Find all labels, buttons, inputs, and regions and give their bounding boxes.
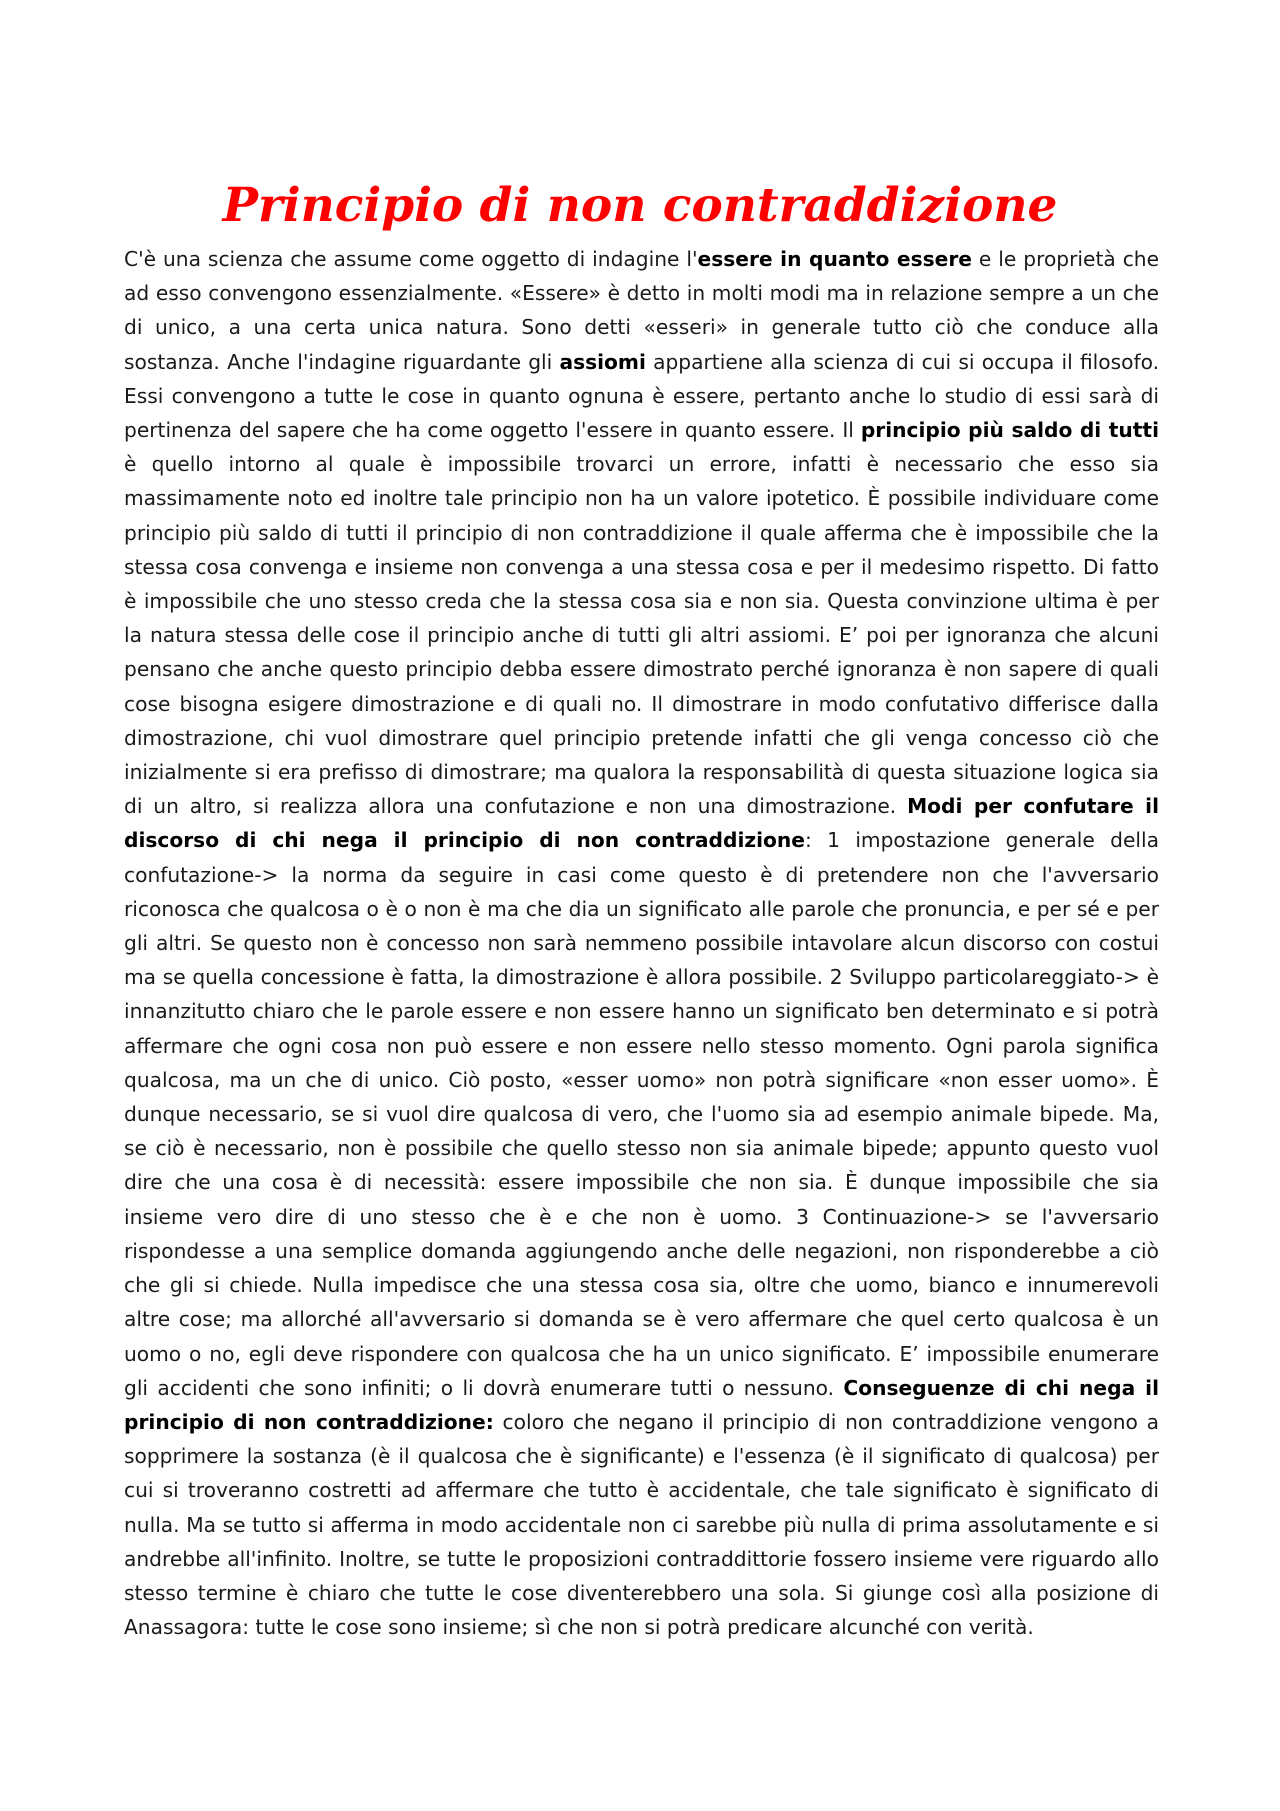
text-run: appartiene alla scienza di cui si occupa il filosofo. Essi convengono a tutte le cose in quanto ognuna è essere, pertanto anche lo studio di essi sarà di pertinenza del sapere che ha come oggetto l'essere in quanto essere. Il	[124, 349, 1160, 443]
text-run: coloro che negano il principio di non contraddizione vengono a sopprimere la sostanza (è il qualcosa che è significante) e l'essenza (è il significato di qualcosa) per cui si troveranno costretti ad affermare che tutto è accidentale, che tale significato è significato di nulla. Ma se tutto si afferma in modo accidentale non ci sarebbe più nulla di prima assolutamente e si andrebbe all'infinito. Inoltre, se tutte le proposizioni contraddittorie fossero insieme vere riguardo allo stesso termine è chiaro che tutte le cose diventerebbero una sola. Si giunge così alla posizione di Anassagora: tutte le cose sono insieme; sì che non si potrà predicare alcunché con verità.	[124, 1409, 1159, 1640]
text-run: è quello intorno al quale è impossibile trovarci un errore, infatti è necessario che esso sia massimamente noto ed inoltre tale principio non ha un valore ipotetico. È possibile individuare come principio più saldo di tutti il principio di non contraddizione il quale afferma che è impossibile che la stessa cosa convenga e insieme non convenga a una stessa cosa e per il medesimo rispetto. Di fatto è impossibile che uno stesso creda che la stessa cosa sia e non sia. Questa convinzione ultima è per la natura stessa delle cose il principio anche di tutti gli altri assiomi. E’ poi per ignoranza che alcuni pensano che anche questo principio debba essere dimostrato perché ignoranza è non sapere di quali cose bisogna esigere dimostrazione e di quali no. Il dimostrare in modo confutativo differisce dalla dimostrazione, chi vuol dimostrare quel principio pretende infatti che gli venga concesso ciò che inizialmente si era prefisso di dimostrare; ma qualora la responsabilità di questa situazione logica sia di un altro, si realizza allora una confutazione e non una dimostrazione.	[124, 452, 1159, 819]
bold-heading-modi-per-confutare: Modi per confutare il discorso di chi nega il principio di non contraddizione	[124, 794, 1159, 853]
page-title: Principio di non contraddizione	[222, 178, 1058, 233]
bold-heading-conseguenze: Conseguenze di chi nega il principio di non contraddizione:	[124, 1375, 1160, 1434]
bold-term-principio-piu-saldo: principio più saldo di tutti	[860, 418, 1159, 443]
bold-term-essere-in-quanto-essere: essere in quanto essere	[697, 247, 972, 271]
text-run: e le proprietà che ad esso convengono essenzialmente. «Essere» è detto in molti modi ma in relazione sempre a un che di unico, a una certa unica natura. Sono detti «esseri» in generale tutto ciò che conduce alla sostanza. Anche l'indagine riguardante gli	[124, 247, 1160, 374]
text-run: C'è una scienza che assume come oggetto di indagine l'	[124, 247, 698, 271]
text-run: : 1 impostazione generale della confutazione-> la norma da seguire in casi come questo è di pretendere non che l'avversario riconosca che qualcosa o è o non è ma che dia un significato alle parole che pronuncia, e per sé e per gli altri. Se questo non è concesso non sarà nemmeno possibile intavolare alcun discorso con costui ma se quella concessione è fatta, la dimostrazione è allora possibile. 2 Sviluppo particolareggiato-> è innanzitutto chiaro che le parole essere e non essere hanno un significato ben determinato e si potrà affermare che ogni cosa non può essere e non essere nello stesso momento. Ogni parola significa qualcosa, ma un che di unico. Ciò posto, «esser uomo» non potrà significare «non esser uomo». È dunque necessario, se si vuol dire qualcosa di vero, che l'uomo sia ad esempio animale bipede. Ma, se ciò è necessario, non è possibile che quello stesso non sia animale bipede; appunto questo vuol dire che una cosa è di necessità: essere impossibile che non sia. È dunque impossibile che sia insieme vero dire di uno stesso che è e che non è uomo. 3 Continuazione-> se l'avversario rispondesse a una semplice domanda aggiungendo anche delle negazioni, non risponderebbe a ciò che gli si chiede. Nulla impedisce che una stessa cosa sia, oltre che uomo, bianco e innumerevoli altre cose; ma allorché all'avversario si domanda se è vero affermare che quel certo qualcosa è un uomo o no, egli deve rispondere con qualcosa che ha un unico significato. E’ impossibile enumerare gli accidenti che sono infiniti; o li dovrà enumerare tutti o nessuno.	[124, 828, 1159, 1400]
body-paragraph	[124, 242, 1159, 1644]
bold-term-assiomi: assiomi	[559, 349, 646, 374]
